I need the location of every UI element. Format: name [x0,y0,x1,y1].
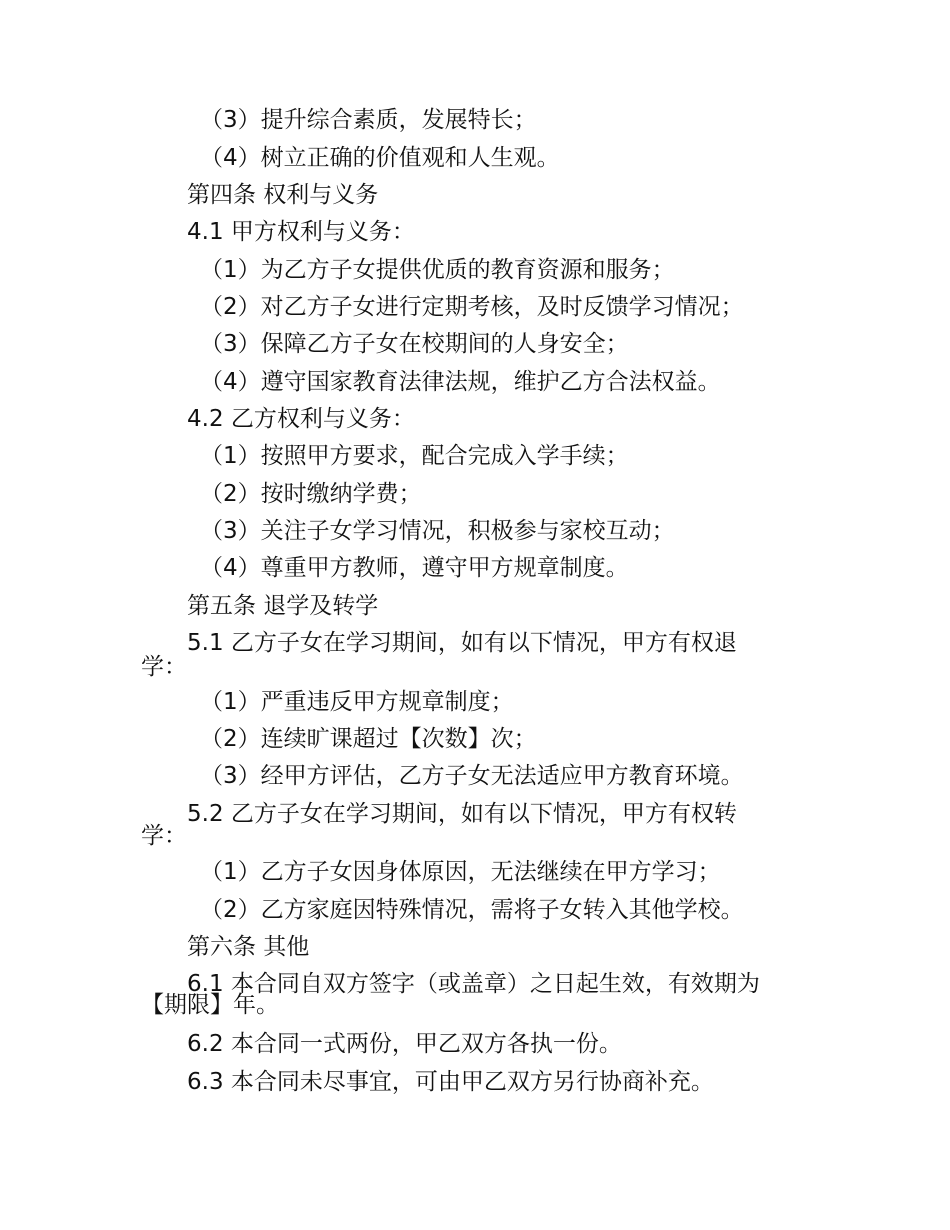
list-item: （1）乙方子女因身体原因，无法继续在甲方学习； [200,859,721,885]
section-heading: 第六条 其他 [187,934,310,960]
list-item: （2）对乙方子女进行定期考核，及时反馈学习情况； [200,294,744,320]
paragraph-continuation: 【期限】年。 [141,992,279,1018]
list-item: （4）树立正确的价值观和人生观。 [200,145,560,171]
section-heading: 第五条 退学及转学 [187,593,379,619]
list-item: （1）严重违反甲方规章制度； [200,689,514,715]
list-item: （4）遵守国家教育法律法规，维护乙方合法权益。 [200,369,721,395]
list-item: （4）尊重甲方教师，遵守甲方规章制度。 [200,555,629,581]
paragraph-line: 5.1 乙方子女在学习期间，如有以下情况，甲方有权退 [187,630,737,656]
list-item: （3）提升综合素质，发展特长； [200,107,537,133]
list-item: （2）乙方家庭因特殊情况，需将子女转入其他学校。 [200,897,744,923]
list-item: （2）按时缴纳学费； [200,481,422,507]
list-item: （2）连续旷课超过【次数】次； [200,726,537,752]
subsection-heading: 4.1 甲方权利与义务： [187,219,415,245]
subsection-heading: 4.2 乙方权利与义务： [187,406,415,432]
paragraph-line: 6.3 本合同未尽事宜，可由甲乙双方另行协商补充。 [187,1069,714,1095]
list-item: （3）保障乙方子女在校期间的人身安全； [200,331,629,357]
paragraph-line: 6.2 本合同一式两份，甲乙双方各执一份。 [187,1031,622,1057]
section-heading: 第四条 权利与义务 [187,182,379,208]
paragraph-line: 5.2 乙方子女在学习期间，如有以下情况，甲方有权转 [187,801,737,827]
paragraph-continuation: 学： [141,823,187,849]
list-item: （3）经甲方评估，乙方子女无法适应甲方教育环境。 [200,763,744,789]
list-item: （1）按照甲方要求，配合完成入学手续； [200,443,629,469]
list-item: （1）为乙方子女提供优质的教育资源和服务； [200,257,675,283]
paragraph-line: 6.1 本合同自双方签字（或盖章）之日起生效，有效期为 [187,971,760,997]
paragraph-continuation: 学： [141,654,187,680]
list-item: （3）关注子女学习情况，积极参与家校互动； [200,518,675,544]
